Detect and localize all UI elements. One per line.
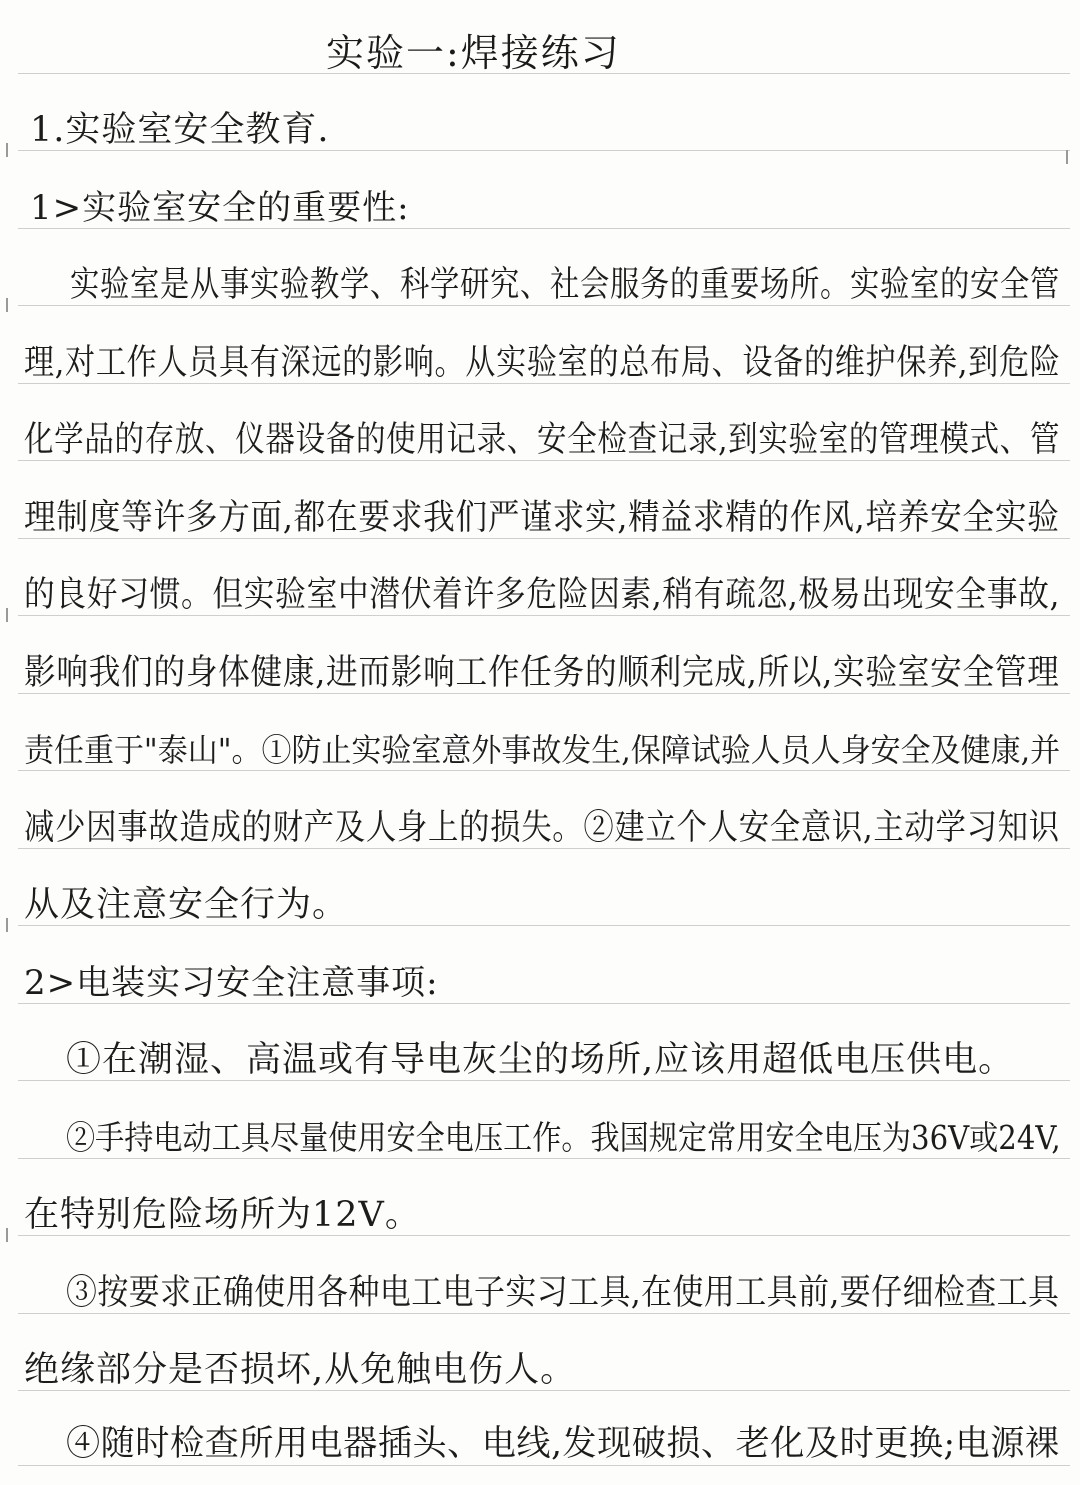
paragraph-line: 化学品的存放、仪器设备的使用记录、安全检查记录,到实验室的管理模式、管 — [24, 420, 1061, 460]
paragraph-line: ①在潮湿、高温或有导电灰尘的场所,应该用超低电压供电。 — [66, 1040, 1015, 1080]
paragraph-line: ②手持电动工具尽量使用安全电压工作。我国规定常用安全电压为36V或24V, — [66, 1118, 1061, 1157]
margin-tick — [6, 143, 8, 157]
paragraph-line: 绝缘部分是否损坏,从免触电伤人。 — [24, 1350, 577, 1390]
paragraph-line: 理,对工作人员具有深远的影响。从实验室的总布局、设备的维护保养,到危险 — [24, 343, 1061, 383]
subsection-heading: 2>电装实习安全注意事项: — [24, 963, 439, 1003]
paragraph-line: 从及注意安全行为。 — [24, 885, 349, 925]
subsection-heading: 1>实验室安全的重要性: — [30, 188, 410, 228]
margin-tick — [1066, 150, 1068, 164]
paragraph-line: 减少因事故造成的财产及人身上的损失。②建立个人安全意识,主动学习知识 — [24, 808, 1060, 848]
page-title: 实验一:焊接练习 — [326, 31, 621, 75]
paragraph-line: 在特别危险场所为12V。 — [24, 1195, 421, 1235]
margin-tick — [6, 298, 8, 312]
paragraph-line: 的良好习惯。但实验室中潜伏着许多危险因素,稍有疏忽,极易出现安全事故, — [24, 575, 1061, 615]
margin-tick — [6, 918, 8, 932]
margin-tick — [6, 1228, 8, 1242]
paragraph-line: 影响我们的身体健康,进而影响工作任务的顺利完成,所以,实验室安全管理 — [24, 653, 1060, 693]
paragraph-line: 理制度等许多方面,都在要求我们严谨求实,精益求精的作风,培养安全实验 — [24, 498, 1060, 538]
paragraph-line: ④随时检查所用电器插头、电线,发现破损、老化及时更换;电源裸 — [66, 1424, 1060, 1464]
paragraph-line: 责任重于"泰山"。①防止实验室意外事故发生,保障试验人员人身安全及健康,并 — [24, 731, 1061, 769]
margin-tick — [6, 608, 8, 622]
section-heading: 1.实验室安全教育. — [30, 110, 330, 150]
paragraph-line: ③按要求正确使用各种电工电子实习工具,在使用工具前,要仔细检查工具 — [66, 1273, 1060, 1313]
paragraph-line: 实验室是从事实验教学、科学研究、社会服务的重要场所。实验室的安全管 — [70, 265, 1061, 305]
